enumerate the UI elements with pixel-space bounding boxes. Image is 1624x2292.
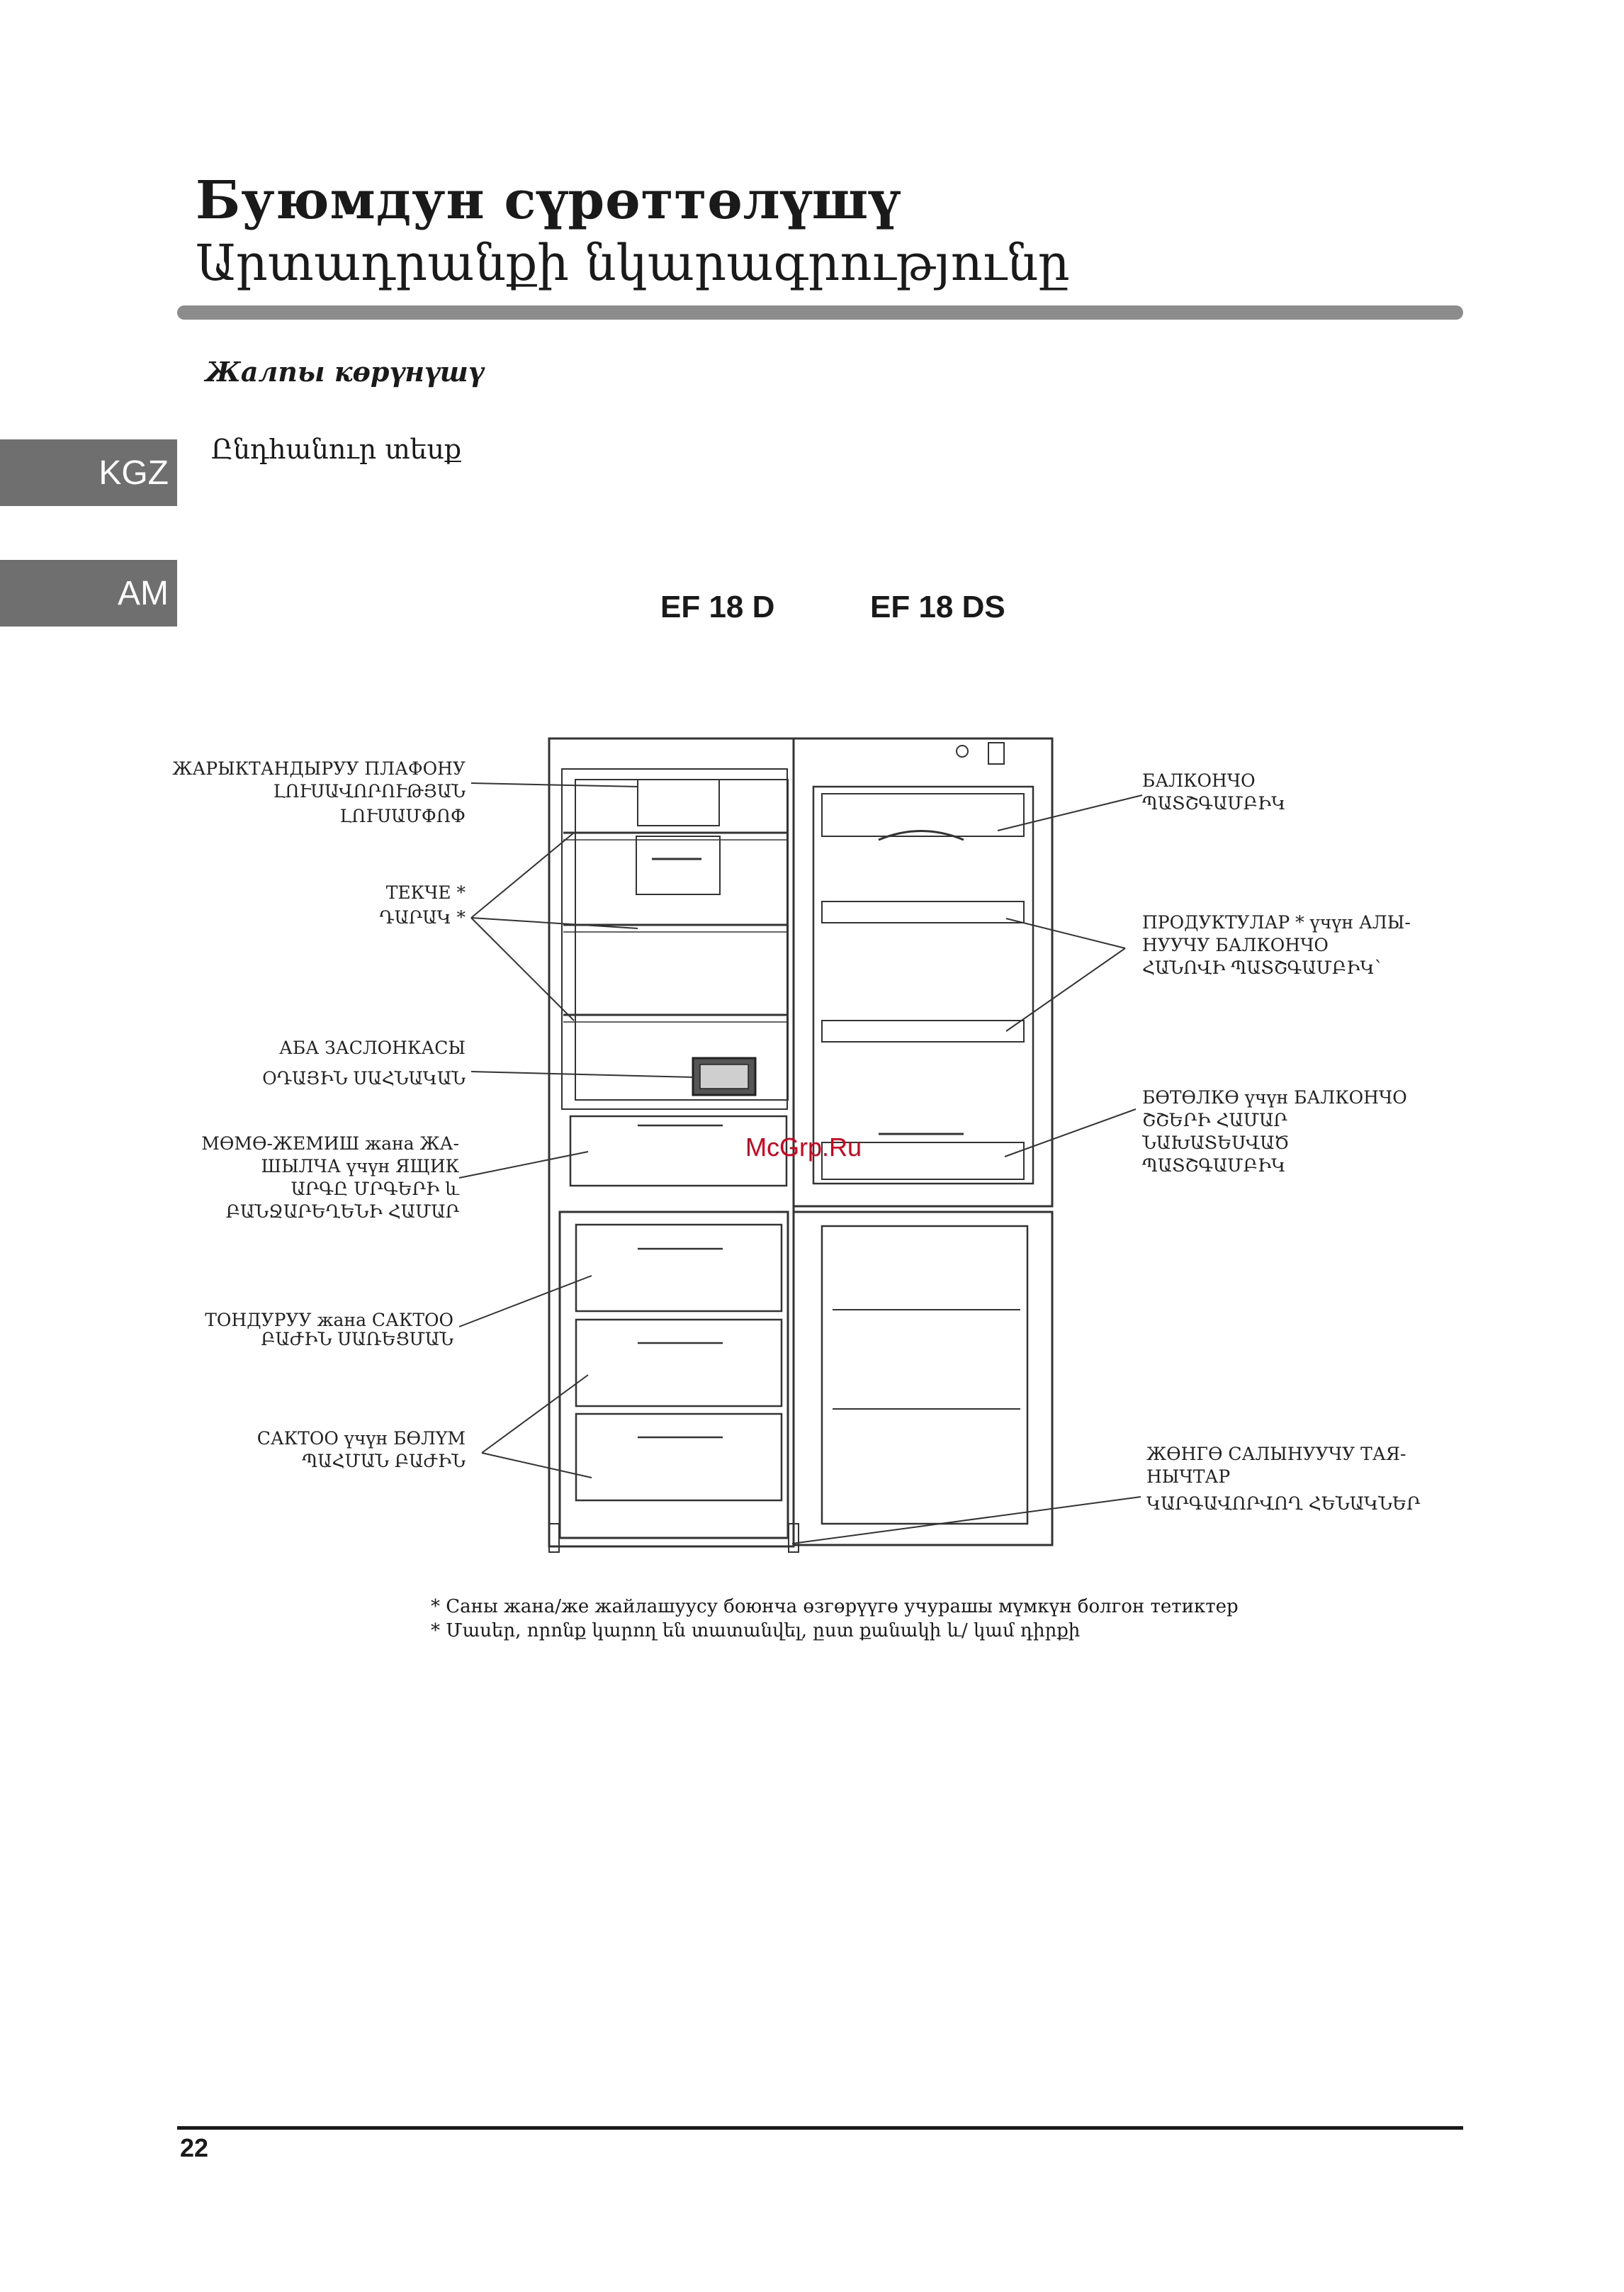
label-adjustable-feet: ЖӨНГӨ САЛЫНУУЧУ ТАЯ- <box>1146 1444 1406 1464</box>
label-adjustable-feet-am: ԿԱՐԳԱՎՈՐՎՈՂ ՀԵՆԱԿՆԵՐ <box>1146 1493 1421 1514</box>
label-bottle-balcony-am1: ՇՇԵՐԻ ՀԱՄԱՐ <box>1142 1110 1287 1130</box>
model-name-2: EF 18 DS <box>870 590 1005 624</box>
label-balcony-am: ՊԱՏՇԳԱՄԲԻԿ <box>1142 793 1286 814</box>
footnote-am: * Մասեր, որոնք կարող են տատանվել, ըստ քանակի և/ կամ դիրքի <box>431 1620 1081 1641</box>
label-light-am1: ԼՈՒՍԱՎՈՐՈՒԹՅԱՆ <box>273 781 466 802</box>
label-removable-balcony-2: НУУЧУ БАЛКОНЧО <box>1142 935 1329 955</box>
label-crisper-2: ШЫЛЧА үчүн ЯЩИК <box>261 1156 459 1176</box>
language-tab-kgz[interactable]: KGZ <box>0 439 177 506</box>
label-adjustable-feet-2: НЫЧТАР <box>1146 1466 1231 1487</box>
page-title-armenian: Արտադրանքի նկարագրությունը <box>196 234 1070 292</box>
label-freezing-am: ԲԱԺԻՆ ՍԱՌԵՑՄԱՆ <box>261 1329 453 1349</box>
footer-divider <box>177 2126 1463 2130</box>
label-bottle-balcony: БӨТӨЛКӨ үчүн БАЛКОНЧО <box>1142 1087 1407 1108</box>
footnote-kgz: * Саны жана/же жайлашуусу боюнча өзгөрүүгө учурашы мүмкүн болгон тетиктер <box>431 1596 1239 1617</box>
label-removable-balcony: ПРОДУКТУЛАР * үчүн АЛЫ- <box>1142 912 1411 933</box>
label-air-damper-am: ՕԴԱՅԻՆ ՍԱՀՆԱԿԱՆ <box>262 1068 466 1089</box>
label-removable-balcony-am: ՀԱՆՈՎԻ ՊԱՏՇԳԱՄԲԻԿ` <box>1142 957 1384 978</box>
label-light-am2: ԼՈՒՍԱՄՓՈՓ <box>339 806 466 826</box>
footnotes <box>431 1595 1239 1643</box>
section-subtitle: Жалпы көрүнүшү <box>205 356 484 388</box>
label-crisper-am1: ԱՐԳԸ ՄՐԳԵՐԻ և <box>291 1179 459 1199</box>
watermark: McGrp.Ru <box>745 1133 862 1162</box>
label-bottle-balcony-am3: ՊԱՏՇԳԱՄԲԻԿ <box>1142 1155 1286 1176</box>
section-subtitle-armenian: Ընդհանուր տեսք <box>211 434 462 465</box>
label-freezing: ТОНДУРУУ жана САКТОО <box>205 1310 453 1330</box>
label-shelf: ТЕКЧЕ * <box>385 882 466 903</box>
label-bottle-balcony-am2: ՆԱԽԱՏԵՍՎԱԾ <box>1142 1133 1290 1153</box>
label-shelf-am: ԴԱՐԱԿ * <box>379 907 466 928</box>
page-number: 22 <box>180 2133 209 2162</box>
label-storage-am: ՊԱՀՄԱՆ ԲԱԺԻՆ <box>302 1451 466 1471</box>
label-air-damper: АБА ЗАСЛОНКАСЫ <box>279 1038 466 1058</box>
label-crisper: МӨМӨ-ЖЕМИШ жана ЖА- <box>201 1133 459 1154</box>
label-balcony: БАЛКОНЧО <box>1142 770 1256 791</box>
label-crisper-am2: ԲԱՆՋԱՐԵՂԵՆԻ ՀԱՄԱՐ <box>225 1201 459 1222</box>
model-name-1: EF 18 D <box>660 590 775 624</box>
page-title: Буюмдун сүрөттөлүшү <box>196 170 901 231</box>
label-storage: САКТОО үчүн БӨЛҮМ <box>256 1428 466 1449</box>
language-tab-am[interactable]: AM <box>0 560 177 627</box>
label-light: ЖАРЫКТАНДЫРУУ ПЛАФОНУ <box>172 758 466 779</box>
